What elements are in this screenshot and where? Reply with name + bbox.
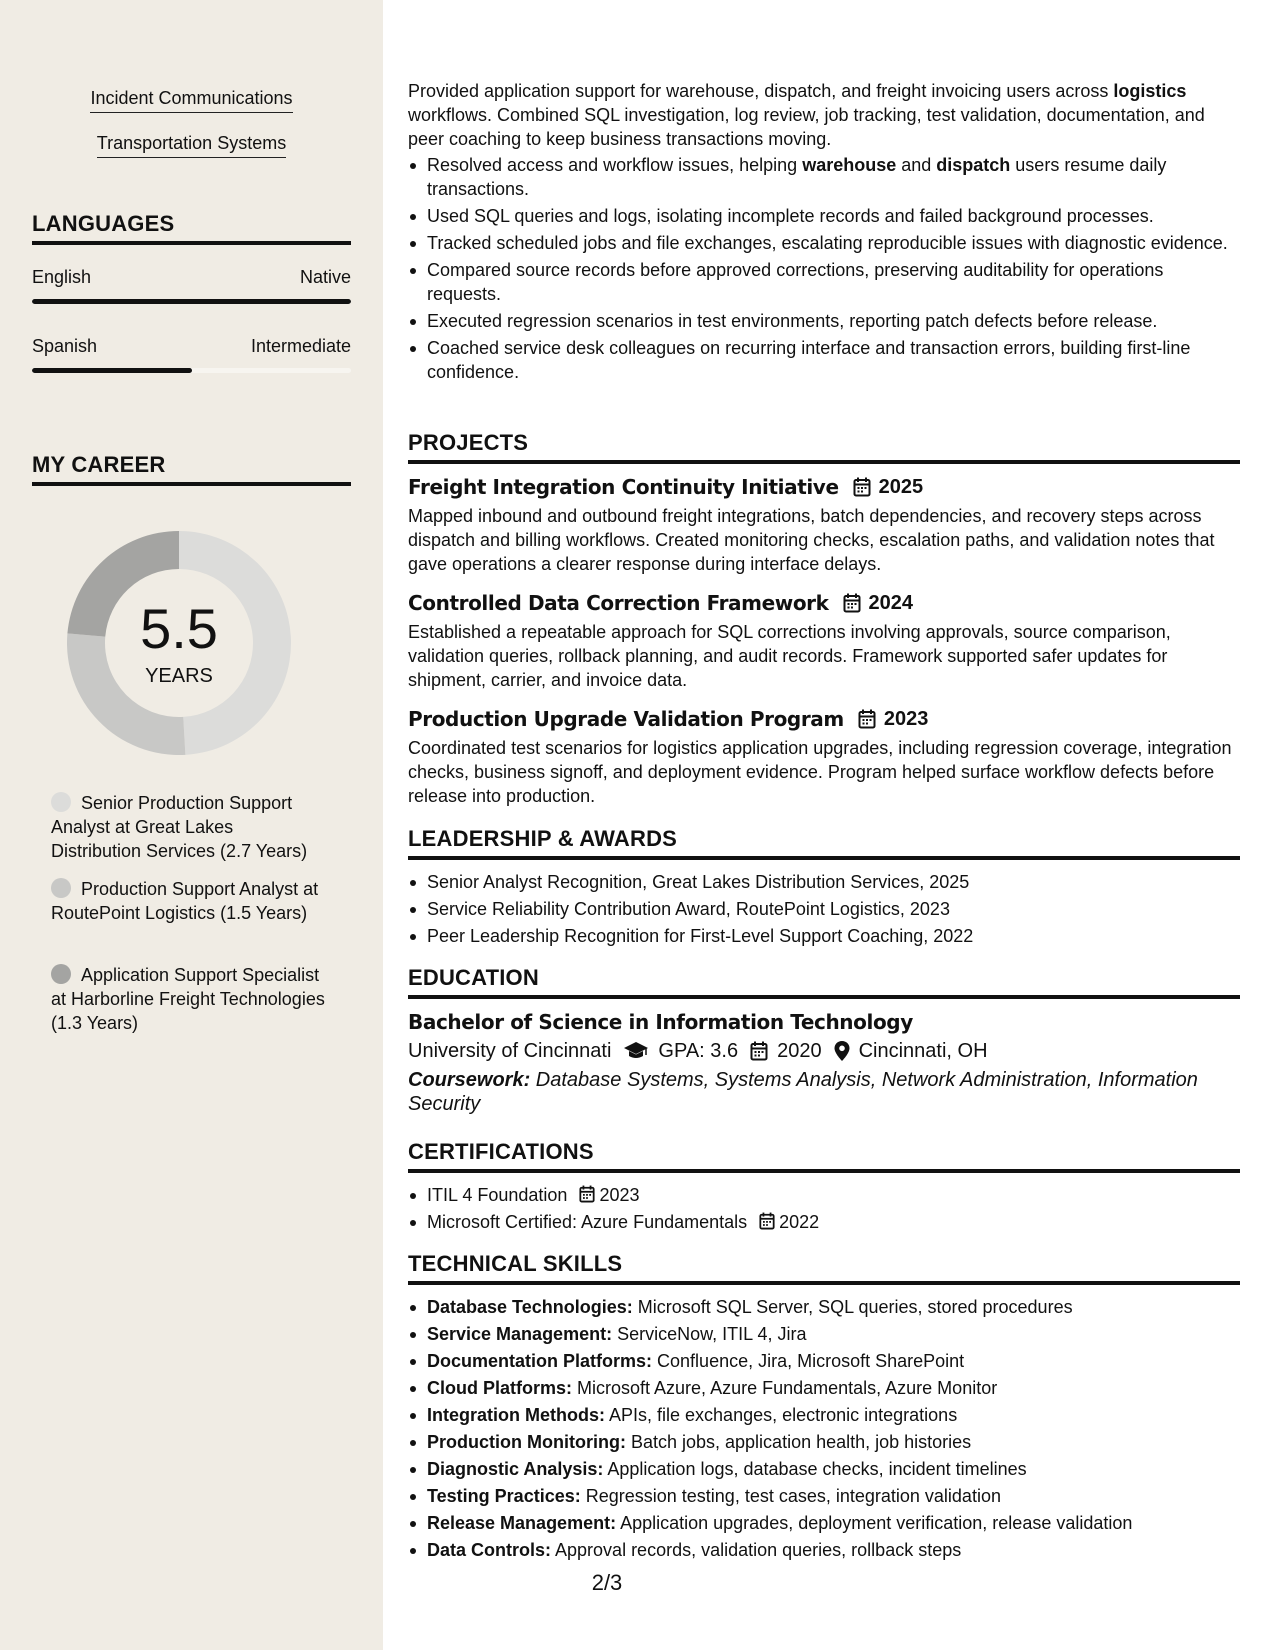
- language-level: Intermediate: [250, 336, 351, 356]
- list-item: [408, 1376, 1240, 1400]
- skill-values: Batch jobs, application health, job histories: [625, 1432, 972, 1452]
- skill-category: Service Management:: [427, 1324, 613, 1344]
- career-legend-text: Senior Production Support Analyst at Great Lakes Distribution Services (2.7 Years): [51, 793, 308, 861]
- list-item: Tracked scheduled jobs and file exchanges, escalating reproducible issues with diagnostic evidence.: [408, 231, 1240, 255]
- list-item: [408, 1430, 1240, 1454]
- gpa: GPA: 3.6: [658, 1040, 739, 1062]
- list-item: [408, 1484, 1240, 1508]
- skills-heading: TECHNICAL SKILLS: [408, 1251, 1240, 1285]
- career-total-unit: YEARS: [145, 665, 213, 687]
- projects-section: [408, 430, 1240, 808]
- project-title: Controlled Data Correction Framework: [408, 591, 829, 615]
- project-title: Production Upgrade Validation Program: [408, 707, 844, 731]
- list-item: [408, 1538, 1240, 1562]
- calendar-icon: [579, 1185, 595, 1203]
- languages-heading: LANGUAGES: [32, 211, 175, 236]
- leadership-list: [408, 870, 1240, 948]
- skills-section: [408, 1251, 1240, 1565]
- certifications-section: [408, 1139, 1240, 1237]
- experience-summary: Provided application support for warehouse, dispatch, and freight invoicing users across logistics workflows. Combined SQL investigation, log review, job tracking, test validation, documentation, and peer coaching to keep business transactions moving.: [408, 81, 1205, 149]
- legend-swatch: [51, 792, 71, 812]
- certifications-heading: CERTIFICATIONS: [408, 1139, 1240, 1173]
- degree-title: Bachelor of Science in Information Technology: [408, 1010, 913, 1034]
- certification-year: 2022: [779, 1212, 820, 1232]
- project-entry: [408, 590, 1240, 692]
- projects-heading: PROJECTS: [408, 430, 1240, 464]
- language-proficiency-fill: [32, 299, 351, 304]
- list-item: [408, 1349, 1240, 1373]
- skill-values: APIs, file exchanges, electronic integrations: [605, 1405, 958, 1425]
- skills-list: [408, 1295, 1240, 1562]
- career-legend-item: [51, 877, 326, 925]
- certification-name: Microsoft Certified: Azure Fundamentals: [427, 1212, 748, 1232]
- skill-values: ServiceNow, ITIL 4, Jira: [612, 1324, 807, 1344]
- skill-tag-label: Transportation Systems: [97, 133, 286, 158]
- leadership-heading: LEADERSHIP & AWARDS: [408, 826, 1240, 860]
- experience-block: [408, 79, 1240, 387]
- language-proficiency-bar: [32, 299, 351, 304]
- list-item: [408, 1511, 1240, 1535]
- experience-bullets: [408, 153, 1240, 384]
- project-year: 2025: [878, 476, 924, 498]
- project-year: 2024: [868, 592, 914, 614]
- skill-tag: [0, 133, 383, 158]
- project-description: Coordinated test scenarios for logistics application upgrades, including regression coverage, integration checks, business signoff, and deployment evidence. Program helped surface workflow defects before release into production.: [408, 738, 1232, 806]
- map-pin-icon: [834, 1041, 850, 1061]
- skill-values: Microsoft Azure, Azure Fundamentals, Azure Monitor: [572, 1378, 998, 1398]
- page-number: 2/3: [591, 1570, 623, 1595]
- coursework-list: Database Systems, Systems Analysis, Network Administration, Information Security: [408, 1069, 1198, 1115]
- list-item: Service Reliability Contribution Award, RoutePoint Logistics, 2023: [408, 897, 1240, 921]
- list-item: Compared source records before approved corrections, preserving auditability for operations requests.: [408, 258, 1240, 306]
- list-item: Executed regression scenarios in test environments, reporting patch defects before release.: [408, 309, 1240, 333]
- project-year: 2023: [883, 708, 929, 730]
- project-description: Mapped inbound and outbound freight integrations, batch dependencies, and recovery steps across dispatch and billing workflows. Created monitoring checks, escalation paths, and validation notes that gave operations a clearer response during interface delays.: [408, 506, 1215, 574]
- list-item: Used SQL queries and logs, isolating incomplete records and failed background processes.: [408, 204, 1240, 228]
- education-heading: EDUCATION: [408, 965, 1240, 999]
- legend-swatch: [51, 878, 71, 898]
- list-item: Coached service desk colleagues on recurring interface and transaction errors, building first-line confidence.: [408, 336, 1240, 384]
- skill-category: Documentation Platforms:: [427, 1351, 653, 1371]
- calendar-icon: [858, 709, 876, 729]
- graduation-cap-icon: [623, 1041, 649, 1061]
- project-description: Established a repeatable approach for SQL corrections involving approvals, source comparison, validation queries, rollback planning, and audit records. Framework supported safer updates for shipment, carrier, and invoice data.: [408, 622, 1171, 690]
- skill-values: Approval records, validation queries, rollback steps: [551, 1540, 962, 1560]
- language-level: Native: [299, 267, 351, 287]
- skill-category: Testing Practices:: [427, 1486, 581, 1506]
- coursework-label: Coursework:: [408, 1069, 531, 1091]
- calendar-icon: [843, 593, 861, 613]
- language-proficiency-fill: [32, 368, 192, 373]
- list-item: [408, 1457, 1240, 1481]
- certification-year: 2023: [599, 1185, 640, 1205]
- career-total-years: 5.5: [140, 597, 218, 660]
- project-entry: [408, 474, 1240, 576]
- education-details: [408, 1037, 1240, 1065]
- career-legend-text: Application Support Specialist at Harborline Freight Technologies (1.3 Years): [51, 965, 325, 1033]
- career-heading: MY CAREER: [32, 452, 166, 477]
- education-section: [408, 965, 1240, 1116]
- career-legend-text: Production Support Analyst at RoutePoint Logistics (1.5 Years): [51, 879, 319, 923]
- project-entry: [408, 706, 1240, 808]
- project-title: Freight Integration Continuity Initiative: [408, 475, 839, 499]
- calendar-icon: [750, 1041, 768, 1061]
- list-item: Senior Analyst Recognition, Great Lakes Distribution Services, 2025: [408, 870, 1240, 894]
- certifications-list: [408, 1183, 1240, 1234]
- language-name: Spanish: [32, 336, 98, 356]
- school-name: University of Cincinnati: [408, 1040, 612, 1062]
- skill-category: Data Controls:: [427, 1540, 552, 1560]
- language-proficiency-bar: [32, 368, 351, 373]
- sidebar: [0, 0, 383, 1650]
- skill-category: Production Monitoring:: [427, 1432, 626, 1452]
- list-item: [408, 1210, 1240, 1234]
- certification-name: ITIL 4 Foundation: [427, 1185, 568, 1205]
- skill-values: Application logs, database checks, incident timelines: [603, 1459, 1027, 1479]
- language-row: [32, 336, 351, 357]
- skill-category: Cloud Platforms:: [427, 1378, 573, 1398]
- skill-values: Application upgrades, deployment verification, release validation: [616, 1513, 1133, 1533]
- skill-tag-label: Incident Communications: [90, 88, 292, 113]
- list-item: [408, 1183, 1240, 1207]
- education-location: Cincinnati, OH: [858, 1040, 988, 1062]
- calendar-icon: [759, 1212, 775, 1230]
- section-rule: [32, 482, 351, 486]
- list-item: [408, 1403, 1240, 1427]
- skill-category: Integration Methods:: [427, 1405, 605, 1425]
- section-rule: [32, 241, 351, 245]
- list-item: [408, 1295, 1240, 1319]
- coursework: [408, 1068, 1240, 1116]
- main-content: [408, 0, 1240, 1650]
- skill-values: Confluence, Jira, Microsoft SharePoint: [652, 1351, 965, 1371]
- skill-category: Release Management:: [427, 1513, 617, 1533]
- skill-tag: [0, 88, 383, 113]
- calendar-icon: [853, 477, 871, 497]
- skill-values: Microsoft SQL Server, SQL queries, stored procedures: [632, 1297, 1073, 1317]
- list-item: Peer Leadership Recognition for First-Level Support Coaching, 2022: [408, 924, 1240, 948]
- language-name: English: [32, 267, 92, 287]
- career-legend-item: [51, 963, 326, 1035]
- legend-swatch: [51, 964, 71, 984]
- skill-values: Regression testing, test cases, integration validation: [580, 1486, 1001, 1506]
- career-legend-item: [51, 791, 326, 863]
- graduation-year: 2020: [777, 1040, 822, 1062]
- list-item: Resolved access and workflow issues, helping warehouse and dispatch users resume daily transactions.: [408, 153, 1240, 201]
- list-item: [408, 1322, 1240, 1346]
- leadership-section: [408, 826, 1240, 951]
- skill-category: Database Technologies:: [427, 1297, 633, 1317]
- skill-category: Diagnostic Analysis:: [427, 1459, 604, 1479]
- language-row: [32, 267, 351, 288]
